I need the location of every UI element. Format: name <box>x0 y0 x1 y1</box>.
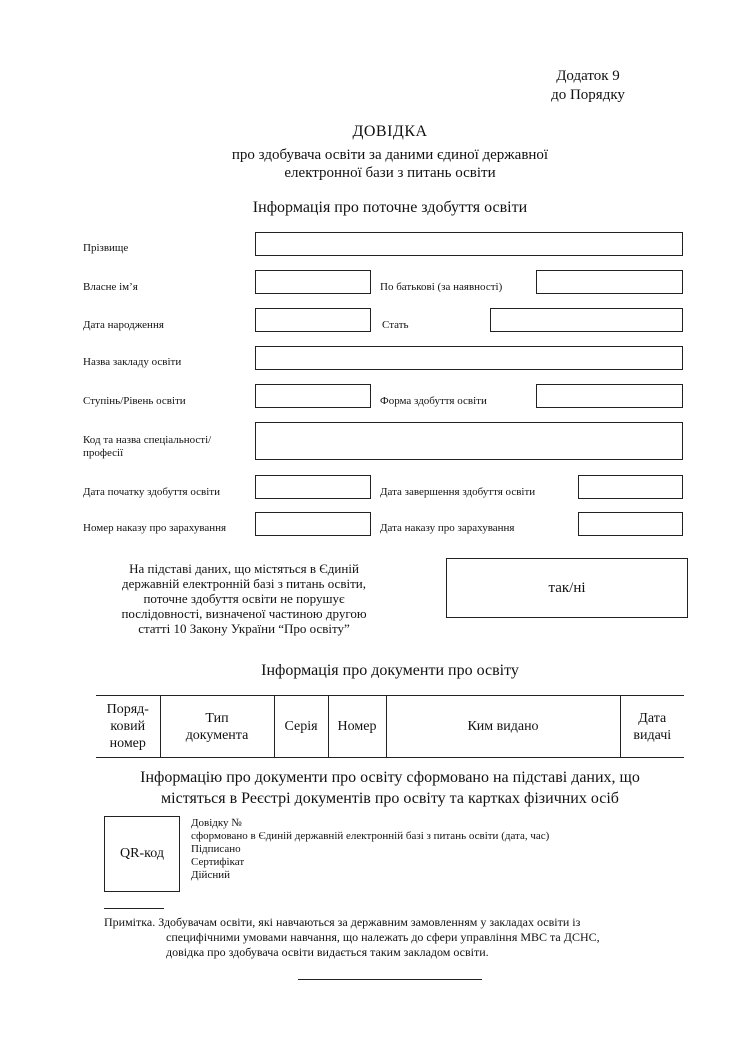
first-name-field[interactable] <box>255 270 371 294</box>
registry-info-line-2: містяться в Реєстрі документів про освіту та картках фізичних осіб <box>161 790 619 807</box>
end-date-label: Дата завершення здобуття освіти <box>380 486 536 498</box>
basis-line-5: статті 10 Закону України “Про освіту” <box>138 621 350 636</box>
column-header-ordinal <box>96 696 160 758</box>
column-header-number <box>328 696 386 758</box>
certificate-cert-line: Сертифікат <box>191 856 245 868</box>
column-header-issued-by-text: Ким видано <box>467 719 539 734</box>
certificate-generated-line: сформовано в Єдиній державній електронній базі з питань освіти (дата, час) <box>191 830 550 842</box>
birth-date-label: Дата народження <box>83 319 164 331</box>
start-date-field[interactable] <box>255 475 371 499</box>
specialty-field[interactable] <box>255 422 683 460</box>
sex-label: Стать <box>382 319 409 331</box>
certificate-details <box>191 817 641 882</box>
section-current-education: Інформація про поточне здобуття освіти <box>252 199 528 216</box>
certificate-number-line: Довідку № <box>191 817 242 829</box>
surname-field[interactable] <box>255 232 683 256</box>
yes-no-answer-box[interactable] <box>446 558 688 618</box>
basis-line-3: поточне здобуття освіти не порушує <box>143 591 345 606</box>
birth-date-field[interactable] <box>255 308 371 332</box>
certificate-valid-line: Дійсний <box>191 869 230 881</box>
order-date-label: Дата наказу про зарахування <box>380 522 515 534</box>
order-date-field[interactable] <box>578 512 683 536</box>
qr-code-label: QR-код <box>120 846 164 861</box>
basis-line-1: На підставі даних, що містяться в Єдиній <box>129 561 359 576</box>
order-number-label: Номер наказу про зарахування <box>83 522 227 534</box>
specialty-label <box>83 434 211 460</box>
documents-table <box>96 695 684 758</box>
qr-code-box <box>104 816 180 892</box>
end-date-field[interactable] <box>578 475 683 499</box>
patronymic-label: По батькові (за наявності) <box>380 281 503 293</box>
column-header-number-text: Номер <box>337 719 377 734</box>
footnote-line-3: довідка про здобувача освіти видається таким закладом освіти. <box>166 945 489 959</box>
basis-line-4: послідовності, визначеної частиною другою <box>121 606 367 621</box>
column-header-issued-by <box>386 696 620 758</box>
yes-no-answer-text: так/ні <box>548 579 586 596</box>
registry-info-line-1: Інформацію про документи про освіту сформовано на підставі даних, що <box>140 769 640 786</box>
registry-info <box>0 767 740 809</box>
document-subtitle <box>0 146 740 182</box>
column-header-document-type <box>160 696 274 758</box>
documents-table-header-row <box>96 696 684 758</box>
institution-field[interactable] <box>255 346 683 370</box>
patronymic-field[interactable] <box>536 270 683 294</box>
degree-field[interactable] <box>255 384 371 408</box>
footnote-line-1: Примітка. Здобувачам освіти, які навчаються за державним замовленням у закладах освіти із <box>104 915 581 929</box>
appendix-line-2: до Порядку <box>551 87 625 103</box>
first-name-label: Власне ім’я <box>83 281 138 293</box>
order-number-field[interactable] <box>255 512 371 536</box>
degree-label: Ступінь/Рівень освіти <box>83 395 186 407</box>
specialty-label-line-2: професії <box>83 447 124 459</box>
institution-label: Назва закладу освіти <box>83 356 182 368</box>
footnote <box>104 915 704 960</box>
column-header-ordinal-line-1: Поряд- <box>106 702 149 717</box>
column-header-series-text: Серія <box>284 719 318 734</box>
column-header-ordinal-line-2: ковий <box>110 719 146 734</box>
column-header-issue-date-line-2: видачі <box>633 727 672 743</box>
column-header-document-type-line-1: Тип <box>205 710 229 726</box>
study-form-field[interactable] <box>536 384 683 408</box>
column-header-document-type-line-2: документа <box>185 727 249 743</box>
footnote-line-2: специфічними умовами навчання, що належать до сфери управління МВС та ДСНС, <box>166 930 600 944</box>
start-date-label: Дата початку здобуття освіти <box>83 486 220 498</box>
surname-label: Прізвище <box>83 242 129 254</box>
column-header-ordinal-line-3: номер <box>109 736 146 751</box>
end-separator <box>298 979 482 980</box>
subtitle-line-2: електронної бази з питань освіти <box>284 165 496 181</box>
certificate-signed-line: Підписано <box>191 843 241 855</box>
study-form-label: Форма здобуття освіти <box>380 395 487 407</box>
appendix-reference <box>528 67 648 105</box>
basis-statement <box>96 561 392 636</box>
column-header-series <box>274 696 328 758</box>
section-education-documents: Інформація про документи про освіту <box>261 662 519 679</box>
specialty-label-line-1: Код та назва спеціальності/ <box>83 434 212 446</box>
column-header-issue-date-line-1: Дата <box>638 710 667 726</box>
column-header-issue-date <box>620 696 684 758</box>
basis-line-2: державній електронній базі з питань освіти, <box>122 576 366 591</box>
subtitle-line-1: про здобувача освіти за даними єдиної державної <box>231 147 549 163</box>
appendix-line-1: Додаток 9 <box>556 68 620 84</box>
footnote-separator <box>104 908 164 909</box>
sex-field[interactable] <box>490 308 683 332</box>
document-title: ДОВІДКА <box>352 123 428 140</box>
